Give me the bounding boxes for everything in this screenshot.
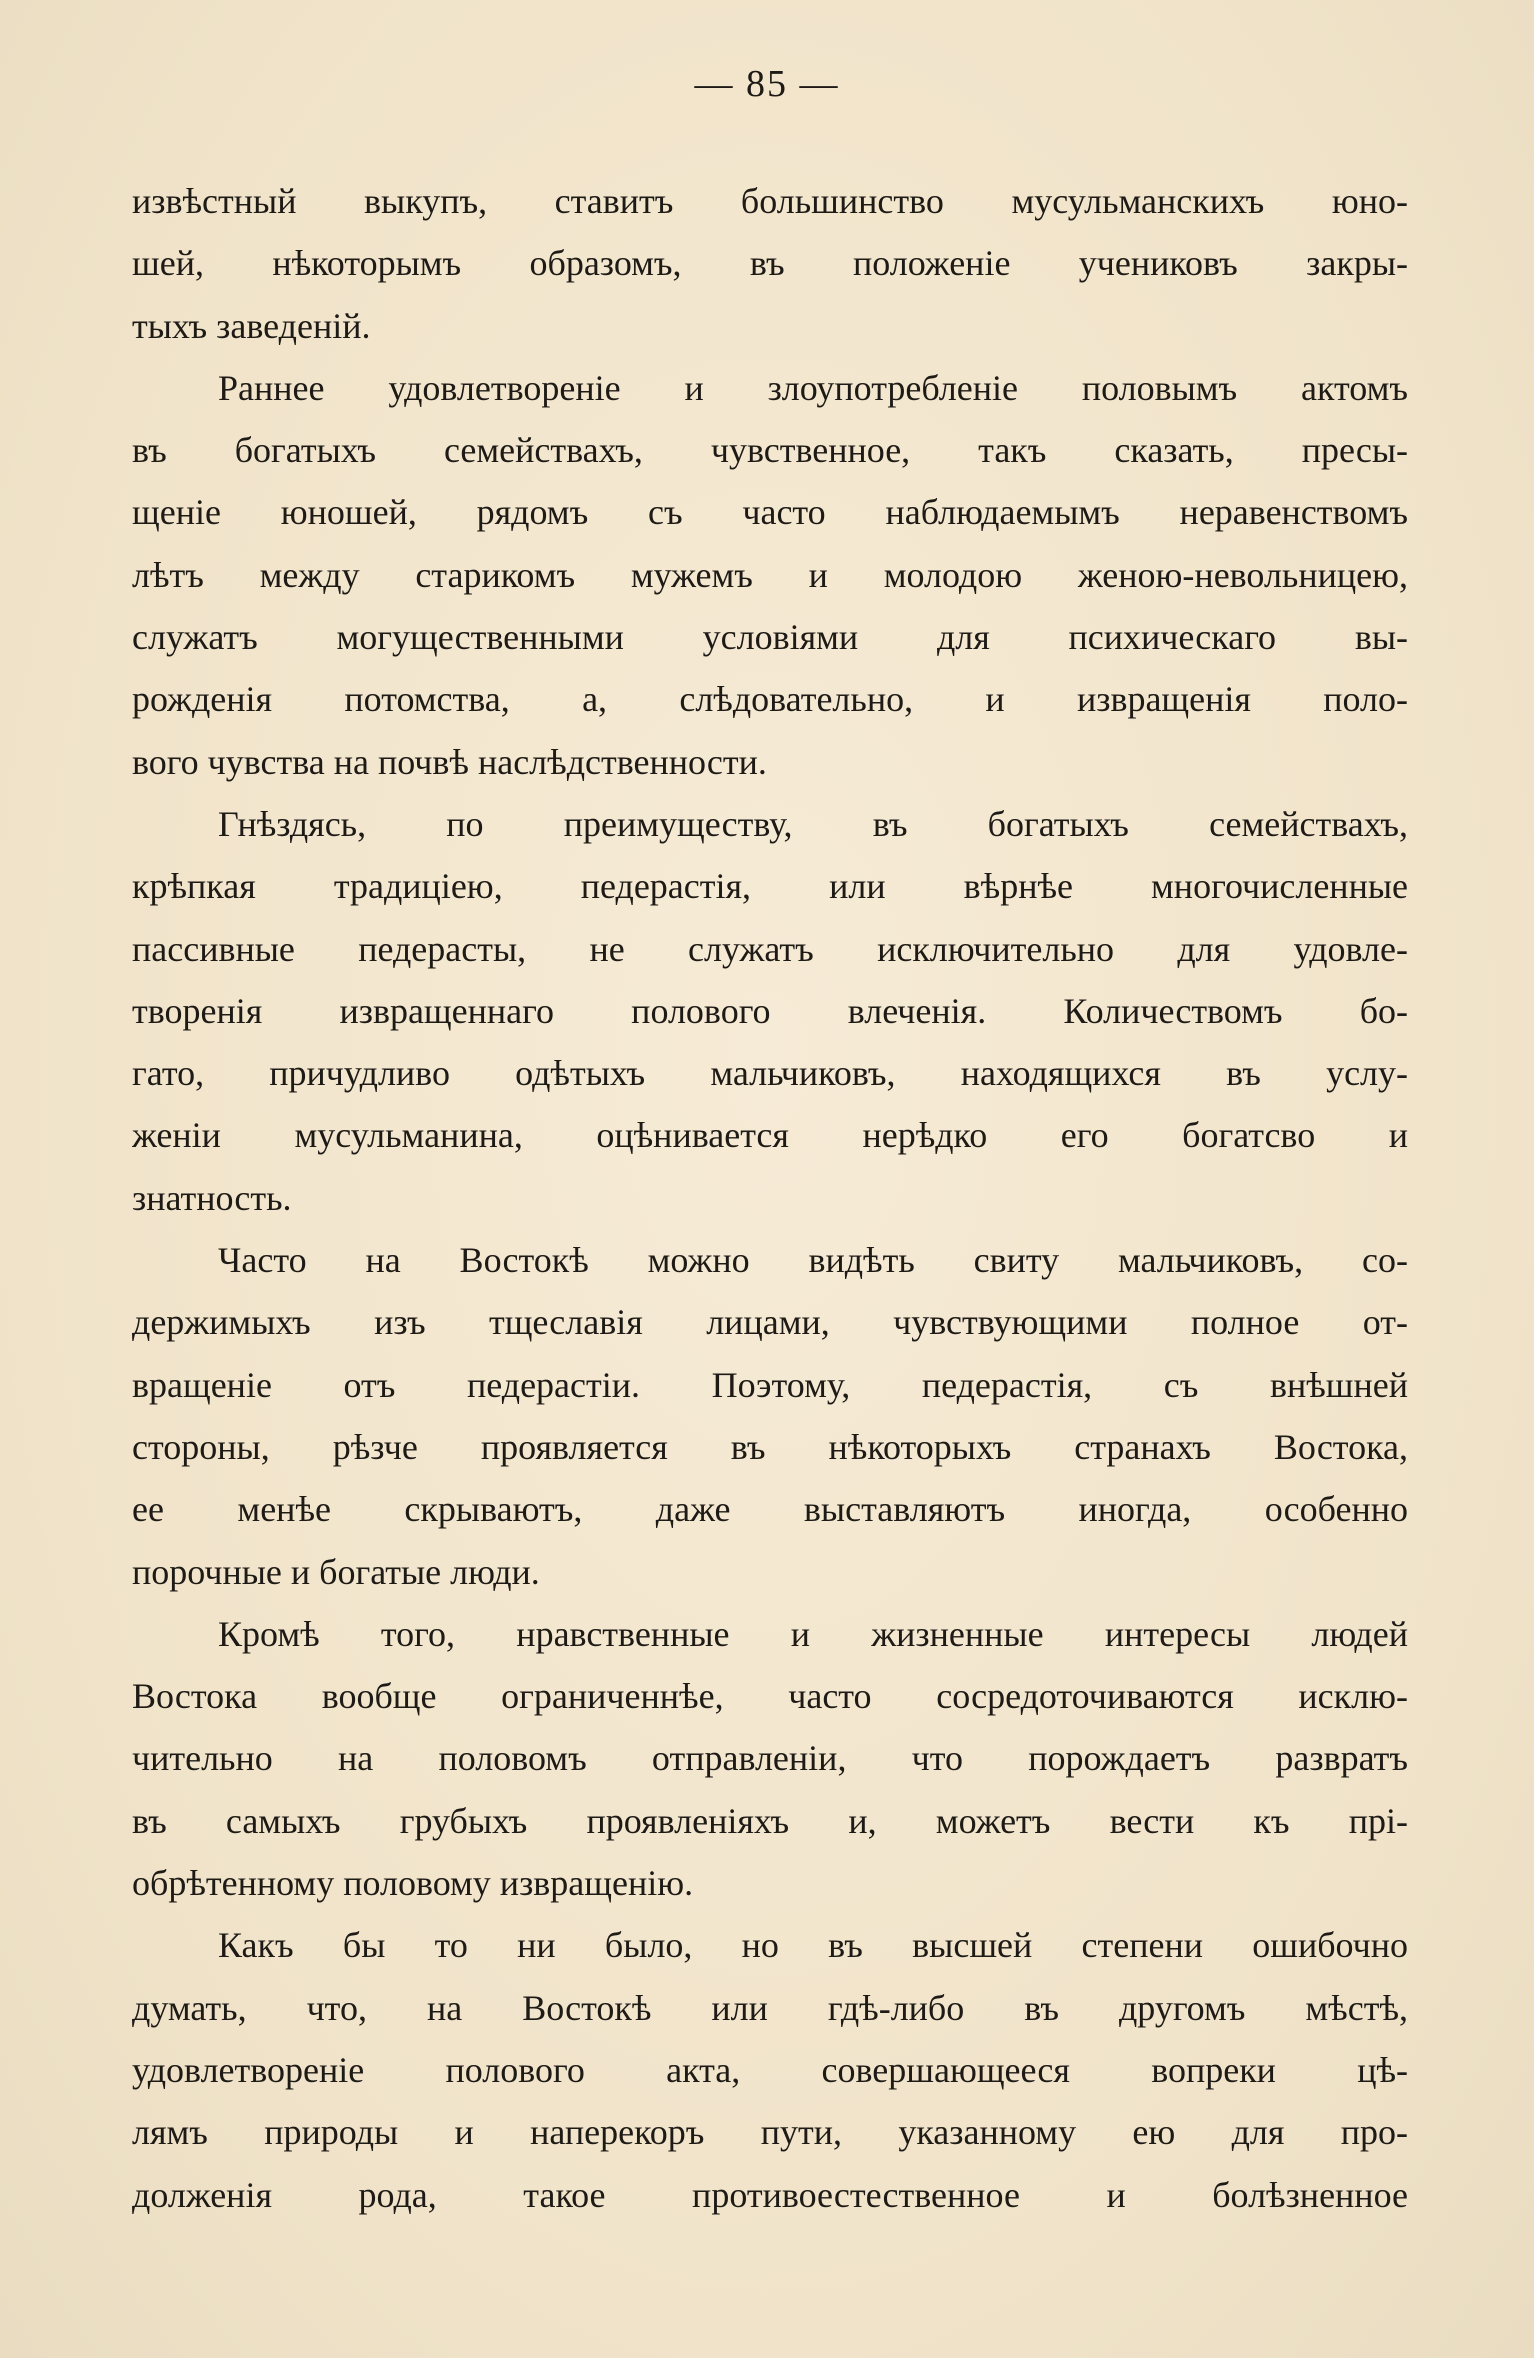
text-line: чительно на половомъ отправленіи, что порождаетъ развратъ <box>132 1738 1408 1779</box>
text-line: шей, нѣкоторымъ образомъ, въ положеніе учениковъ закры- <box>132 243 1408 284</box>
paragraph <box>132 1229 1408 1603</box>
text-line: лямъ природы и наперекоръ пути, указанному ею для про- <box>132 2112 1408 2153</box>
text-line: творенія извращеннаго полового влеченія. Количествомъ бо- <box>132 990 1408 1031</box>
text-line: ее менѣе скрываютъ, даже выставляютъ иногда, особенно <box>132 1489 1408 1530</box>
text-line: думать, что, на Востокѣ или гдѣ-либо въ другомъ мѣстѣ, <box>132 1987 1408 2028</box>
text-line: Часто на Востокѣ можно видѣть свиту мальчиковъ, со- <box>218 1240 1408 1281</box>
text-line: стороны, рѣзче проявляется въ нѣкоторыхъ странахъ Востока, <box>132 1426 1408 1467</box>
text-line: вращеніе отъ педерастіи. Поэтому, педерастія, съ внѣшней <box>132 1364 1408 1405</box>
text-line: щеніе юношей, рядомъ съ часто наблюдаемымъ неравенствомъ <box>132 492 1408 533</box>
body-text <box>132 170 1408 2226</box>
text-line: удовлетвореніе полового акта, совершающееся вопреки цѣ- <box>132 2049 1408 2090</box>
text-line: держимыхъ изъ тщеславія лицами, чувствующими полное от- <box>132 1302 1408 1343</box>
page-number: — 85 — <box>694 63 840 105</box>
text-line: Гнѣздясь, по преимуществу, въ богатыхъ семействахъ, <box>218 803 1408 844</box>
text-line: въ богатыхъ семействахъ, чувственное, такъ сказать, пресы- <box>132 430 1408 471</box>
text-line: извѣстный выкупъ, ставитъ большинство мусульманскихъ юно- <box>132 181 1408 221</box>
paragraph <box>132 1603 1408 1914</box>
text-line: вого чувства на почвѣ наслѣдственности. <box>132 741 767 782</box>
text-line: служатъ могущественными условіями для психическаго вы- <box>132 617 1408 658</box>
text-line: гато, причудливо одѣтыхъ мальчиковъ, находящихся въ услу- <box>132 1053 1408 1094</box>
text-line: обрѣтенному половому извращенію. <box>132 1863 694 1904</box>
text-line: долженія рода, такое противоестественное и болѣзненное <box>132 2174 1408 2215</box>
text-line: знатность. <box>132 1177 292 1218</box>
text-line: женіи мусульманина, оцѣнивается нерѣдко его богатсво и <box>132 1115 1408 1156</box>
text-line: тыхъ заведеній. <box>132 305 371 346</box>
paragraph <box>132 357 1408 793</box>
text-line: Какъ бы то ни было, но въ высшей степени ошибочно <box>218 1925 1408 1966</box>
text-line: Кромѣ того, нравственные и жизненные интересы людей <box>218 1613 1408 1654</box>
text-line: Востока вообще ограниченнѣе, часто сосредоточиваются исклю- <box>132 1676 1408 1717</box>
paragraph <box>132 170 1408 357</box>
text-line: въ самыхъ грубыхъ проявленіяхъ и, можетъ вести къ прі- <box>132 1800 1408 1841</box>
text-line: порочные и богатые люди. <box>132 1551 540 1592</box>
text-line: Раннее удовлетвореніе и злоупотребленіе половымъ актомъ <box>218 367 1408 408</box>
text-line: пассивные педерасты, не служатъ исключительно для удовле- <box>132 928 1408 969</box>
text-line: рожденія потомства, а, слѣдовательно, и извращенія поло- <box>132 679 1408 720</box>
text-line: лѣтъ между старикомъ мужемъ и молодою женою-невольницею, <box>132 554 1408 595</box>
paragraph <box>132 1914 1408 2225</box>
paragraph <box>132 793 1408 1229</box>
text-line: крѣпкая традиціею, педерастія, или вѣрнѣе многочисленные <box>132 866 1408 907</box>
